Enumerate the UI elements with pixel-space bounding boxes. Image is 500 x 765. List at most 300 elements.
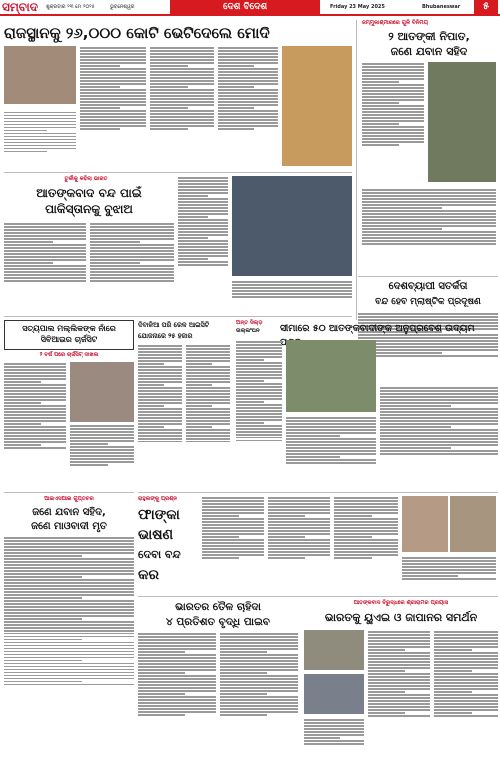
text-line <box>334 527 398 529</box>
text-line <box>186 375 230 377</box>
text-line <box>138 678 216 680</box>
text-line <box>138 348 182 350</box>
text-line <box>362 228 442 230</box>
text-line <box>4 405 66 407</box>
text-line <box>334 536 372 538</box>
text-line <box>402 557 496 559</box>
text-line <box>4 639 82 641</box>
text-line <box>434 670 472 672</box>
text-line <box>434 652 498 654</box>
story9-photo-modi <box>450 496 496 552</box>
text-line <box>4 375 66 377</box>
text-line <box>4 127 76 129</box>
text-line <box>220 651 267 653</box>
text-line <box>4 241 53 243</box>
text-line <box>90 256 174 258</box>
text-line <box>334 554 398 556</box>
text-line <box>286 438 376 440</box>
text-line <box>178 234 228 236</box>
text-line <box>286 426 376 428</box>
text-line <box>368 652 430 654</box>
text-line <box>220 699 298 701</box>
text-line <box>334 539 398 541</box>
text-line <box>186 378 230 380</box>
story11-text-col1 <box>304 718 364 758</box>
text-line <box>202 545 264 547</box>
text-line <box>186 345 230 347</box>
text-line <box>4 262 53 264</box>
text-line <box>368 664 430 666</box>
text-line <box>70 440 134 442</box>
text-line <box>138 645 216 647</box>
text-line <box>138 426 164 428</box>
text-line <box>178 180 228 182</box>
text-line <box>4 555 82 557</box>
text-line <box>220 714 267 716</box>
text-line <box>218 53 278 55</box>
text-line <box>70 446 134 448</box>
text-line <box>368 697 430 699</box>
text-line <box>80 59 146 61</box>
text-line <box>434 715 498 717</box>
text-line <box>268 542 330 544</box>
story2-headline-line2: ଜଣେ ଯବାନ ସହିଦ <box>390 45 468 58</box>
text-line <box>4 615 134 617</box>
text-line <box>286 453 376 455</box>
text-line <box>138 363 164 365</box>
text-line <box>138 411 182 413</box>
text-line <box>80 68 146 70</box>
text-line <box>70 443 108 445</box>
text-line <box>4 265 86 267</box>
text-line <box>286 417 376 419</box>
text-line <box>220 672 267 674</box>
text-line <box>150 98 214 100</box>
story7-kicker: ଅନ୍ତ ସିଲ୍‍ଡ଼ <box>236 320 263 326</box>
story5-photo-malik <box>70 362 134 422</box>
text-line <box>80 65 120 67</box>
text-line <box>202 542 264 544</box>
text-line <box>362 198 496 200</box>
text-line <box>218 83 278 85</box>
text-line <box>4 396 66 398</box>
text-line <box>434 691 472 693</box>
story2-kicker: ଜମ୍ମୁକାଶ୍ମୀରରେ ଗୁଳି ବିନିମୟ <box>362 20 429 26</box>
text-line <box>138 393 182 395</box>
text-line <box>202 521 264 523</box>
story7-headline: ସୀମାରେ ୫୦ ଆତଙ୍କବାଦୀଙ୍କ ଅନୁପ୍ରବେଶ ଉଦ୍ୟମ <box>280 323 475 334</box>
text-line <box>334 524 398 526</box>
text-line <box>80 101 146 103</box>
text-line <box>138 666 216 668</box>
text-line <box>4 612 134 614</box>
text-line <box>80 56 146 58</box>
story6-headline-line1: ଦିବାଳିଆ ପରି ରେଳ ଆଇସିଟି <box>138 321 210 329</box>
text-line <box>4 558 134 560</box>
text-line <box>4 573 134 575</box>
text-line <box>236 371 282 373</box>
text-line <box>186 405 212 407</box>
section-banner: ଦେଶ ବିଦେଶ <box>170 0 320 14</box>
text-line <box>138 354 182 356</box>
text-line <box>286 429 376 431</box>
text-line <box>434 634 498 636</box>
text-line <box>186 369 230 371</box>
text-line <box>150 116 214 118</box>
text-line <box>402 560 496 562</box>
text-line <box>80 122 146 124</box>
text-line <box>90 265 174 267</box>
text-line <box>434 643 498 645</box>
text-line <box>186 381 230 383</box>
text-line <box>362 69 424 71</box>
story1-photo-left <box>4 46 76 104</box>
story5-subhead: ୨ ବର୍ଷ ପରେ ଚାର୍ଜସିଟ୍ ଦାଖଲ <box>39 352 99 358</box>
text-line <box>178 228 228 230</box>
text-line <box>362 129 424 131</box>
text-line <box>138 441 182 443</box>
text-line <box>138 384 164 386</box>
text-line <box>236 413 282 415</box>
story5-text-col2 <box>70 424 134 490</box>
text-line <box>150 86 188 88</box>
text-line <box>220 639 298 641</box>
text-line <box>150 125 214 127</box>
header-date-english: Friday 23 May 2025 <box>330 4 385 10</box>
text-line <box>138 696 216 698</box>
text-line <box>186 360 230 362</box>
text-line <box>362 75 424 77</box>
text-line <box>218 62 278 64</box>
text-line <box>434 700 498 702</box>
text-line <box>268 521 330 523</box>
text-line <box>380 396 498 398</box>
text-line <box>368 670 405 672</box>
text-line <box>304 731 364 733</box>
text-line <box>4 387 66 389</box>
text-line <box>236 437 282 439</box>
text-line <box>4 223 86 225</box>
text-line <box>178 237 208 239</box>
text-line <box>150 56 214 58</box>
text-line <box>268 539 330 541</box>
story11-kicker: ଆତଙ୍କବାଦ ବିରୁଦ୍ଧରେ ଶ୍ରୀରାମର ପ୍ରୟାସ <box>353 600 449 606</box>
text-line <box>186 420 230 422</box>
text-line <box>434 646 498 648</box>
text-line <box>4 124 76 126</box>
text-line <box>358 349 498 351</box>
text-line <box>150 92 214 94</box>
text-line <box>434 712 472 714</box>
text-line <box>4 609 134 611</box>
text-line <box>4 402 41 404</box>
story7-photo-border <box>286 340 376 412</box>
text-line <box>362 195 496 197</box>
text-line <box>178 231 228 233</box>
text-line <box>80 83 146 85</box>
text-line <box>150 53 214 55</box>
text-line <box>70 434 134 436</box>
text-line <box>80 125 146 127</box>
text-line <box>380 417 498 419</box>
text-line <box>80 104 146 106</box>
text-line <box>362 243 496 245</box>
text-line <box>138 714 185 716</box>
text-line <box>186 384 212 386</box>
text-line <box>4 139 76 141</box>
text-line <box>4 537 134 539</box>
text-line <box>90 244 174 246</box>
text-line <box>90 247 174 249</box>
text-line <box>434 703 498 705</box>
text-line <box>304 737 340 739</box>
text-line <box>80 50 146 52</box>
text-line <box>186 441 230 443</box>
text-line <box>70 449 134 451</box>
text-line <box>138 381 182 383</box>
text-line <box>90 235 174 237</box>
text-line <box>138 711 216 713</box>
column-divider-right <box>356 20 357 320</box>
text-line <box>4 630 134 632</box>
text-line <box>368 634 430 636</box>
text-line <box>178 186 228 188</box>
text-line <box>80 47 146 49</box>
row-divider-4 <box>138 492 498 493</box>
text-line <box>150 77 214 79</box>
text-line <box>368 694 430 696</box>
text-line <box>4 399 66 401</box>
text-line <box>186 357 230 359</box>
story8-kicker: ଆଇଏସଆଇ ଗୁପ୍ତଚର <box>44 496 94 502</box>
text-line <box>4 657 134 659</box>
text-line <box>380 432 498 434</box>
text-line <box>402 566 496 568</box>
story7-text-col3 <box>380 386 498 490</box>
text-line <box>220 678 298 680</box>
text-line <box>362 189 496 191</box>
text-line <box>304 728 364 730</box>
text-line <box>138 375 182 377</box>
story11-text-col3 <box>434 630 498 758</box>
text-line <box>380 390 498 392</box>
text-line <box>220 705 298 707</box>
text-line <box>138 690 216 692</box>
text-line <box>218 122 278 124</box>
text-line <box>362 231 496 233</box>
text-line <box>138 402 182 404</box>
text-line <box>358 319 498 321</box>
text-line <box>4 588 134 590</box>
text-line <box>202 500 264 502</box>
text-line <box>4 432 66 434</box>
text-line <box>304 725 364 727</box>
text-line <box>286 423 376 425</box>
text-line <box>220 708 298 710</box>
text-line <box>138 429 182 431</box>
text-line <box>268 497 330 499</box>
text-line <box>220 669 298 671</box>
text-line <box>202 518 264 520</box>
text-line <box>4 259 86 261</box>
text-line <box>186 387 230 389</box>
text-line <box>4 435 66 437</box>
text-line <box>80 95 146 97</box>
text-line <box>138 420 182 422</box>
text-line <box>362 210 496 212</box>
story9-headline-line2: ଭାଷଣ <box>138 527 174 543</box>
text-line <box>434 673 498 675</box>
story7-text-col2 <box>286 416 376 490</box>
text-line <box>218 98 278 100</box>
text-line <box>380 426 451 428</box>
row-divider-right <box>358 276 498 277</box>
story2-text-bottom <box>362 188 496 274</box>
text-line <box>186 438 230 440</box>
text-line <box>268 557 305 559</box>
story9-text-col3 <box>334 496 398 592</box>
story11-photo-1 <box>304 630 364 670</box>
text-line <box>138 432 182 434</box>
text-line <box>380 441 498 443</box>
story1-text-col1 <box>4 106 76 170</box>
text-line <box>434 637 498 639</box>
story10-text-col1 <box>138 632 216 758</box>
story3-text-col3 <box>178 176 228 310</box>
text-line <box>236 431 282 433</box>
text-line <box>4 546 134 548</box>
text-line <box>362 138 424 140</box>
text-line <box>334 515 372 517</box>
header-city-odia: ଭୁବନେଶ୍ୱର <box>110 4 135 10</box>
text-line <box>220 633 298 635</box>
text-line <box>286 459 376 461</box>
text-line <box>368 631 430 633</box>
text-line <box>4 271 86 273</box>
text-line <box>362 222 496 224</box>
text-line <box>186 411 230 413</box>
text-line <box>202 524 264 526</box>
text-line <box>4 579 134 581</box>
text-line <box>178 189 228 191</box>
text-line <box>236 404 282 406</box>
text-line <box>178 192 228 194</box>
text-line <box>80 62 146 64</box>
text-line <box>232 290 352 292</box>
text-line <box>178 213 228 215</box>
text-line <box>4 447 66 449</box>
text-line <box>90 271 174 273</box>
text-line <box>380 411 498 413</box>
page-number: ୫ <box>474 0 498 14</box>
story3-text-col2 <box>90 222 174 310</box>
text-line <box>4 151 47 153</box>
text-line <box>236 368 282 370</box>
row-divider-5 <box>138 596 498 597</box>
story9-photo-rahul <box>402 496 448 552</box>
story9-headline-line3: ଦେବା ବନ୍ଦ <box>138 548 181 561</box>
text-line <box>218 47 278 49</box>
text-line <box>362 117 424 119</box>
text-line <box>236 383 282 385</box>
story5-headline-line2: ସିବିଆଇର ଚାର୍ଜସିଟ <box>40 335 98 344</box>
story6-headline-line2: ଯୋଜନାରେ ୨୫ ହଜାର <box>138 332 193 340</box>
text-line <box>178 252 228 254</box>
text-line <box>70 437 134 439</box>
text-line <box>434 697 498 699</box>
text-line <box>138 369 182 371</box>
text-line <box>362 99 424 101</box>
text-line <box>186 396 230 398</box>
text-line <box>304 740 364 742</box>
text-line <box>178 264 228 266</box>
text-line <box>4 540 134 542</box>
text-line <box>4 681 82 683</box>
text-line <box>4 684 134 686</box>
text-line <box>4 627 134 629</box>
text-line <box>268 515 305 517</box>
text-line <box>4 597 82 599</box>
text-line <box>138 378 182 380</box>
text-line <box>268 536 305 538</box>
story8-text <box>4 536 134 758</box>
newspaper-logo: ସମ୍ବାଦ <box>2 0 38 14</box>
text-line <box>186 402 230 404</box>
text-line <box>4 606 134 608</box>
text-line <box>90 226 174 228</box>
text-line <box>368 685 430 687</box>
text-line <box>150 47 214 49</box>
text-line <box>90 229 174 231</box>
text-line <box>434 679 498 681</box>
text-line <box>138 708 216 710</box>
text-line <box>362 219 496 221</box>
text-line <box>4 645 134 647</box>
text-line <box>4 369 66 371</box>
text-line <box>236 365 282 367</box>
text-line <box>220 690 298 692</box>
text-line <box>218 59 278 61</box>
text-line <box>232 296 352 298</box>
text-line <box>380 402 498 404</box>
text-line <box>218 68 278 70</box>
text-line <box>4 582 134 584</box>
text-line <box>4 444 41 446</box>
text-line <box>202 497 264 499</box>
text-line <box>334 542 398 544</box>
text-line <box>178 222 228 224</box>
text-line <box>4 274 86 276</box>
text-line <box>286 450 376 452</box>
text-line <box>236 440 282 442</box>
text-line <box>90 253 174 255</box>
text-line <box>138 705 216 707</box>
text-line <box>4 552 134 554</box>
text-line <box>268 509 330 511</box>
text-line <box>380 429 498 431</box>
text-line <box>236 416 282 418</box>
text-line <box>80 74 146 76</box>
text-line <box>218 56 278 58</box>
text-line <box>368 646 430 648</box>
text-line <box>4 235 86 237</box>
text-line <box>268 527 330 529</box>
text-line <box>236 428 282 430</box>
text-line <box>220 648 298 650</box>
text-line <box>236 374 282 376</box>
text-line <box>4 112 76 114</box>
text-line <box>138 390 182 392</box>
